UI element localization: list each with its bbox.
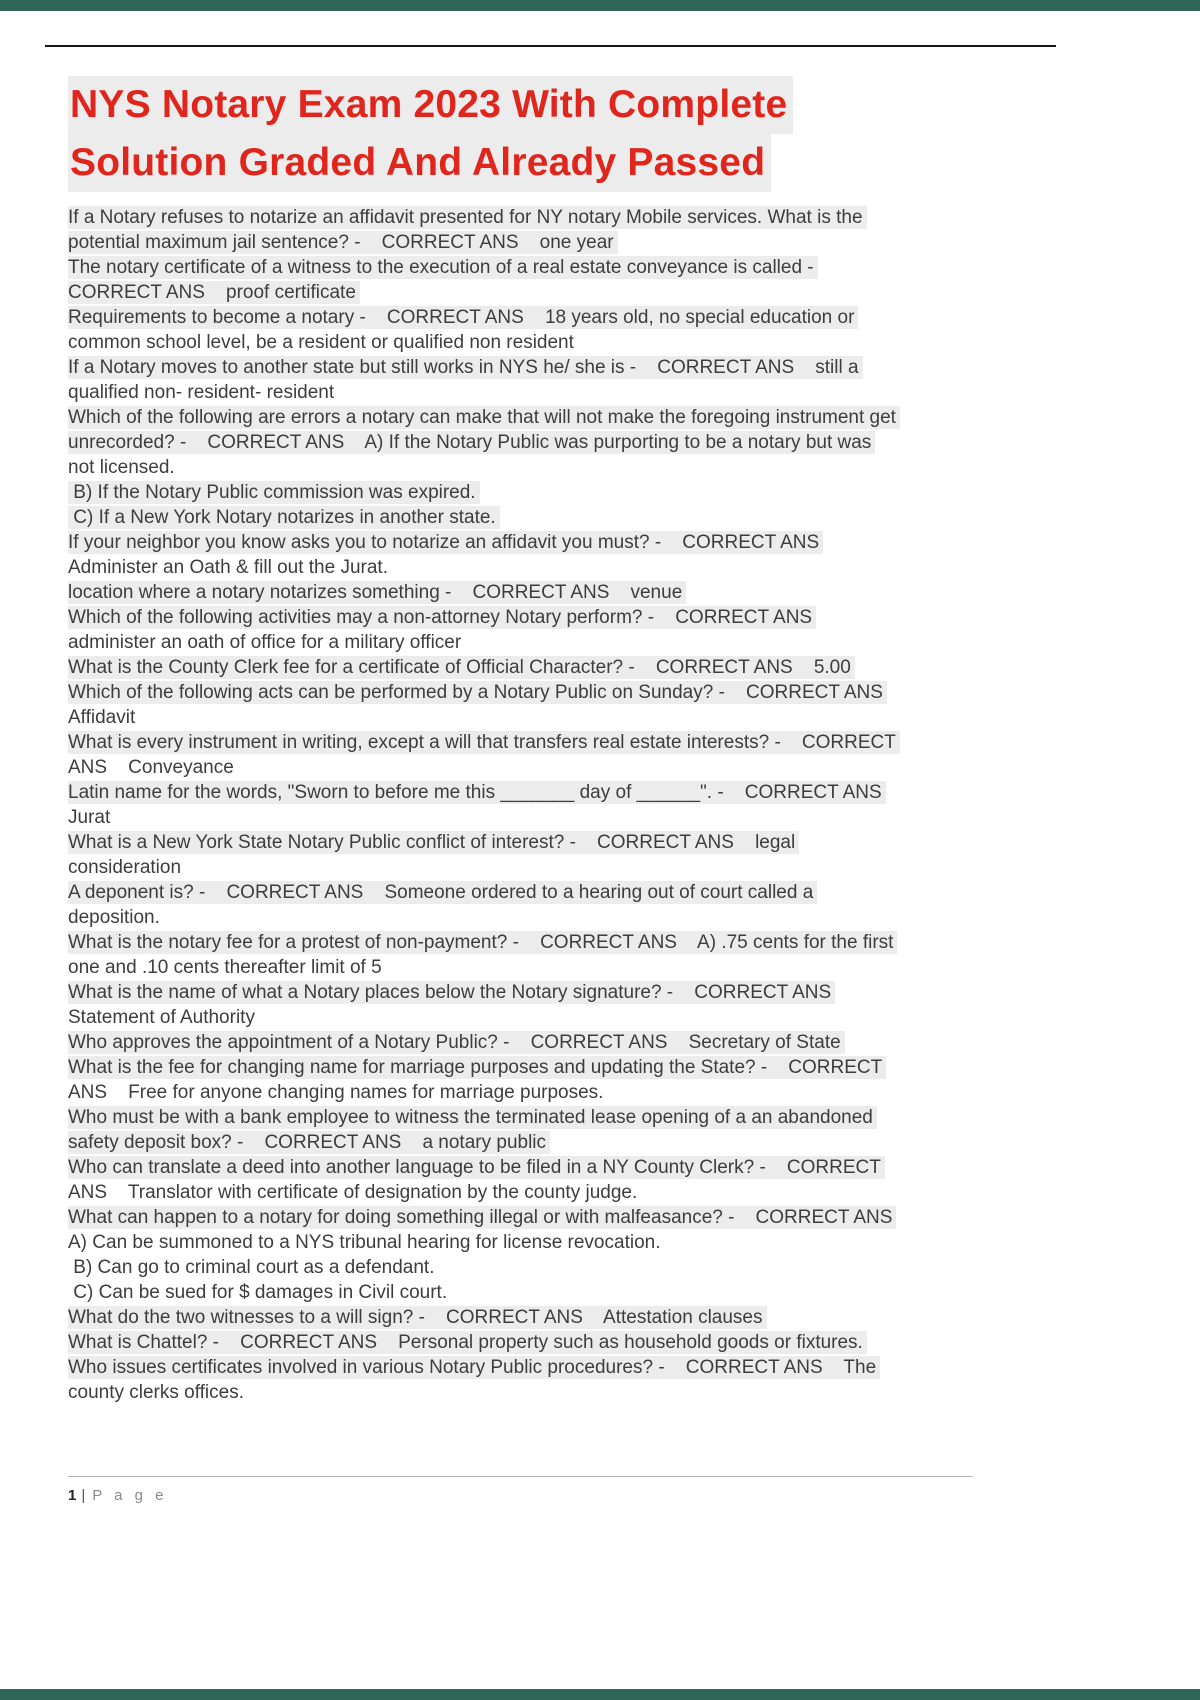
body-line-text: B) Can go to criminal court as a defendant. (68, 1257, 435, 1278)
body-line-text: Who must be with a bank employee to witness the terminated lease opening of a an abandoned (68, 1106, 877, 1129)
body-line-text: Requirements to become a notary - CORRECT ANS 18 years old, no special education or (68, 306, 858, 329)
body-line-text: Which of the following acts can be performed by a Notary Public on Sunday? - CORRECT ANS (68, 681, 887, 704)
footer-page-word: P a g e (92, 1487, 168, 1504)
body-line (68, 1030, 1145, 1055)
body-text (68, 205, 1145, 1405)
body-line-text: ANS Translator with certificate of designation by the county judge. (68, 1182, 638, 1203)
body-line (68, 505, 1145, 530)
body-line (68, 280, 1145, 305)
body-line (68, 430, 1145, 455)
body-line (68, 730, 1145, 755)
title-line-2-text: Solution Graded And Already Passed (68, 134, 771, 192)
body-line (68, 705, 1145, 730)
body-line (68, 1230, 1145, 1255)
body-line (68, 405, 1145, 430)
body-line (68, 355, 1145, 380)
body-line-text: county clerks offices. (68, 1382, 245, 1403)
body-line (68, 980, 1145, 1005)
body-line (68, 1180, 1145, 1205)
header-rule (45, 45, 1056, 47)
body-line-text: The notary certificate of a witness to the execution of a real estate conveyance is called - (68, 256, 818, 279)
body-line-text: If a Notary moves to another state but still works in NYS he/ she is - CORRECT ANS still a (68, 356, 863, 379)
body-line (68, 880, 1145, 905)
page-title (68, 76, 1140, 192)
body-line (68, 380, 1145, 405)
top-edge-bar (0, 0, 1200, 11)
body-line (68, 1005, 1145, 1030)
body-line (68, 1130, 1145, 1155)
body-line (68, 630, 1145, 655)
body-line-text: location where a notary notarizes something - CORRECT ANS venue (68, 581, 686, 604)
body-line-text: unrecorded? - CORRECT ANS A) If the Notary Public was purporting to be a notary but was (68, 431, 875, 454)
body-line-text: Latin name for the words, "Sworn to before me this _______ day of ______". - CORRECT ANS (68, 781, 886, 804)
body-line (68, 1355, 1145, 1380)
body-line-text: Affidavit (68, 707, 136, 728)
body-line-text: C) Can be sued for $ damages in Civil court. (68, 1282, 448, 1303)
body-line (68, 605, 1145, 630)
body-line (68, 555, 1145, 580)
body-line-text: Who issues certificates involved in various Notary Public procedures? - CORRECT ANS The (68, 1356, 880, 1379)
body-line-text: one and .10 cents thereafter limit of 5 (68, 957, 382, 978)
body-line-text: Administer an Oath & fill out the Jurat. (68, 557, 388, 578)
body-line-text: deposition. (68, 907, 160, 928)
body-line (68, 1380, 1145, 1405)
body-line-text: What do the two witnesses to a will sign? - CORRECT ANS Attestation clauses (68, 1306, 767, 1329)
title-line-1 (68, 76, 1140, 134)
body-line-text: What is the County Clerk fee for a certificate of Official Character? - CORRECT ANS 5.00 (68, 656, 855, 679)
footer-separator: | (81, 1487, 86, 1504)
body-line-text: potential maximum jail sentence? - CORRECT ANS one year (68, 231, 618, 254)
body-line-text: What is the name of what a Notary places below the Notary signature? - CORRECT ANS (68, 981, 835, 1004)
body-line (68, 330, 1145, 355)
body-line-text: What is a New York State Notary Public conflict of interest? - CORRECT ANS legal (68, 831, 799, 854)
body-line-text: ANS Conveyance (68, 757, 234, 778)
body-line-text: What can happen to a notary for doing something illegal or with malfeasance? - CORRECT ANS (68, 1206, 896, 1229)
title-line-1-text: NYS Notary Exam 2023 With Complete (68, 76, 793, 134)
footer-rule (68, 1476, 973, 1477)
body-line (68, 955, 1145, 980)
body-line (68, 1055, 1145, 1080)
body-line-text: What is every instrument in writing, except a will that transfers real estate interests? - CORRECT (68, 731, 900, 754)
body-line-text: Who approves the appointment of a Notary Public? - CORRECT ANS Secretary of State (68, 1031, 845, 1054)
body-line-text: What is the fee for changing name for marriage purposes and updating the State? - CORRECT (68, 1056, 886, 1079)
body-line (68, 755, 1145, 780)
body-line (68, 1080, 1145, 1105)
body-line-text: administer an oath of office for a military officer (68, 632, 462, 653)
body-line (68, 930, 1145, 955)
body-line (68, 580, 1145, 605)
body-line-text: A) Can be summoned to a NYS tribunal hearing for license revocation. (68, 1232, 661, 1253)
body-line-text: If a Notary refuses to notarize an affidavit presented for NY notary Mobile services. What is the (68, 206, 867, 229)
body-line (68, 855, 1145, 880)
body-line-text: CORRECT ANS proof certificate (68, 281, 360, 304)
body-line (68, 205, 1145, 230)
body-line-text: common school level, be a resident or qualified non resident (68, 332, 574, 353)
body-line (68, 655, 1145, 680)
bottom-edge-bar (0, 1689, 1200, 1700)
title-line-2 (68, 134, 1140, 192)
body-line-text: qualified non- resident- resident (68, 382, 335, 403)
body-line (68, 1330, 1145, 1355)
page-footer (68, 1487, 168, 1504)
body-line (68, 480, 1145, 505)
body-line-text: C) If a New York Notary notarizes in another state. (68, 506, 500, 529)
body-line (68, 1255, 1145, 1280)
body-line (68, 1205, 1145, 1230)
body-line (68, 455, 1145, 480)
body-line-text: What is Chattel? - CORRECT ANS Personal property such as household goods or fixtures. (68, 1331, 867, 1354)
body-line (68, 255, 1145, 280)
body-line-text: Statement of Authority (68, 1007, 255, 1028)
body-line-text: safety deposit box? - CORRECT ANS a notary public (68, 1131, 550, 1154)
body-line-text: What is the notary fee for a protest of non-payment? - CORRECT ANS A) .75 cents for the first (68, 931, 897, 954)
body-line (68, 1305, 1145, 1330)
body-line-text: Which of the following activities may a non-attorney Notary perform? - CORRECT ANS (68, 606, 816, 629)
body-line-text: B) If the Notary Public commission was expired. (68, 481, 480, 504)
body-line (68, 1280, 1145, 1305)
body-line (68, 1155, 1145, 1180)
body-line (68, 780, 1145, 805)
body-line (68, 830, 1145, 855)
body-line (68, 680, 1145, 705)
body-line (68, 905, 1145, 930)
body-line-text: not licensed. (68, 457, 175, 478)
body-line-text: ANS Free for anyone changing names for marriage purposes. (68, 1082, 604, 1103)
body-line-text: Jurat (68, 807, 111, 828)
body-line-text: A deponent is? - CORRECT ANS Someone ordered to a hearing out of court called a (68, 881, 817, 904)
body-line (68, 230, 1145, 255)
body-line (68, 530, 1145, 555)
body-line-text: consideration (68, 857, 182, 878)
body-line-text: If your neighbor you know asks you to notarize an affidavit you must? - CORRECT ANS (68, 531, 823, 554)
body-line (68, 305, 1145, 330)
body-line (68, 1105, 1145, 1130)
body-line (68, 805, 1145, 830)
body-line-text: Which of the following are errors a notary can make that will not make the foregoing instrument get (68, 406, 900, 429)
page-number: 1 (68, 1487, 77, 1504)
body-line-text: Who can translate a deed into another language to be filed in a NY County Clerk? - CORRECT (68, 1156, 885, 1179)
